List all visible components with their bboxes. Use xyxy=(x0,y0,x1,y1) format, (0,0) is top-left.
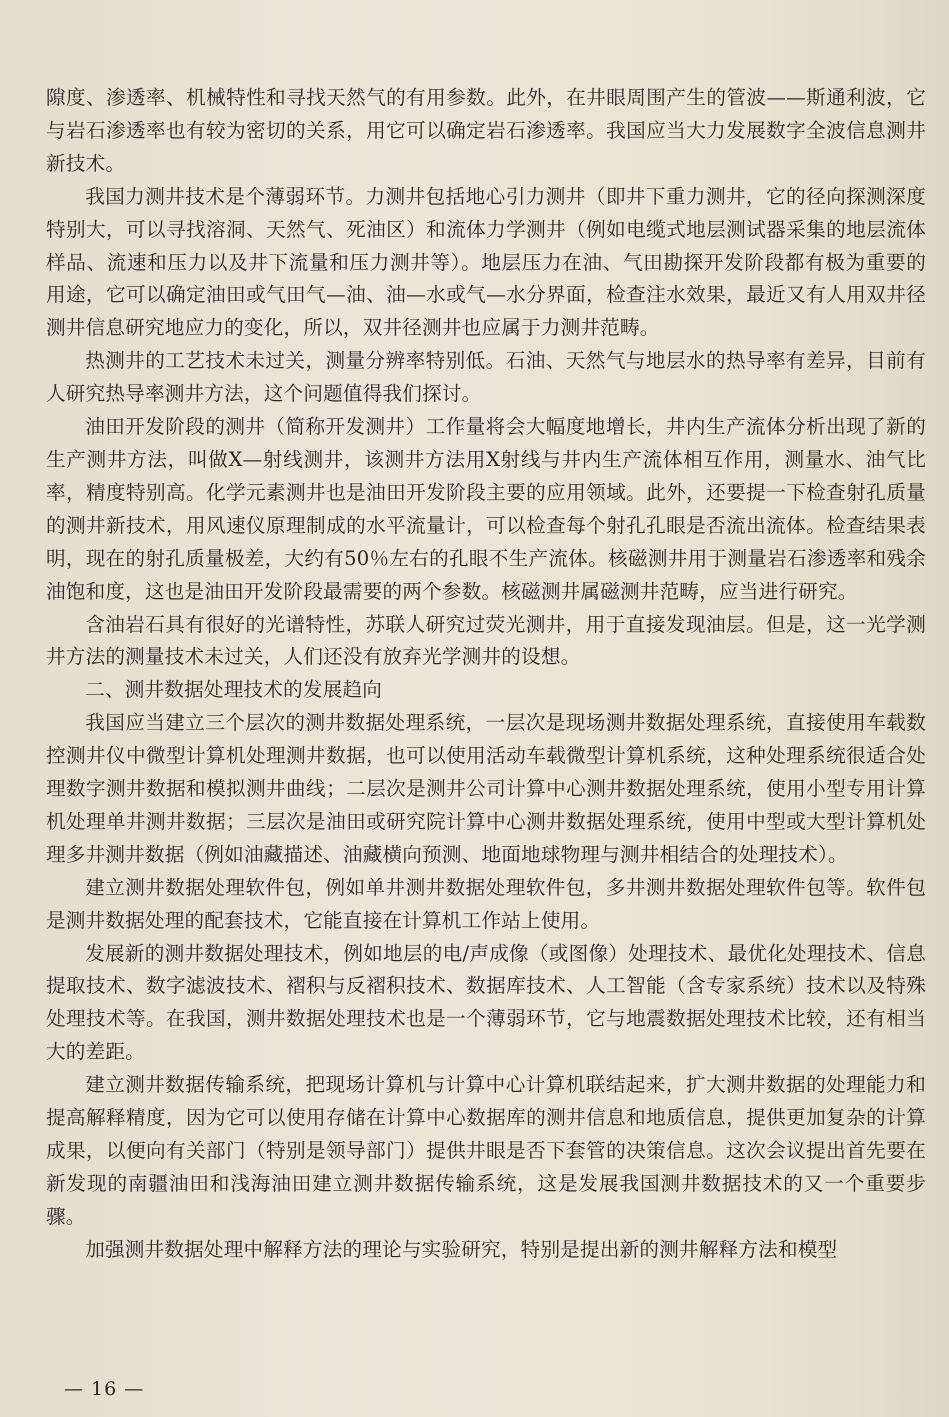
paragraph-3: 热测井的工艺技术未过关，测量分辨率特别低。石油、天然气与地层水的热导率有差异，目前有人研究热导率测井方法，这个问题值得我们探讨。 xyxy=(46,349,926,406)
paragraph-10: 加强测井数据处理中解释方法的理论与实验研究，特别是提出新的测井解释方法和模型 xyxy=(85,1237,838,1261)
paragraph-7: 建立测井数据处理软件包，例如单井测井数据处理软件包，多井测井数据处理软件包等。软件包是测井数据处理的配套技术，它能直接在计算机工作站上使用。 xyxy=(46,875,926,932)
paragraph-2: 我国力测井技术是个薄弱环节。力测井包括地心引力测井（即井下重力测井，它的径向探测深度特别大，可以寻找溶洞、天然气、死油区）和流体力学测井（例如电缆式地层测试器采集的地层流体样品、流速和压力以及井下流量和压力测井等）。地层压力在油、气田勘探开发阶段都有极为重要的用途，它可以确定油田或气田气—油、油—水或气—水分界面，检查注水效果，最近又有人用双井径测井信息研究地应力的变化，所以，双井径测井也应属于力测井范畴。 xyxy=(46,184,926,340)
paragraph-9: 建立测井数据传输系统，把现场计算机与计算中心计算机联结起来，扩大测井数据的处理能力和提高解释精度，因为它可以使用存储在计算中心数据库的测井信息和地质信息，提供更加复杂的计算成果，以便向有关部门（特别是领导部门）提供井眼是否下套管的决策信息。这次会议提出首先要在新发现的南疆油田和浅海油田建立测井数据传输系统，这是发展我国测井数据技术的又一个重要步骤。 xyxy=(46,1073,926,1228)
paragraph-6: 我国应当建立三个层次的测井数据处理系统，一层次是现场测井数据处理系统，直接使用车载数控测井仪中微型计算机处理测井数据，也可以使用活动车载微型计算机系统，这种处理系统很适合处理数字测井数据和模拟测井曲线；二层次是测井公司计算中心测井数据处理系统，使用小型专用计算机处理单井测井数据；三层次是油田或研究院计算中心测井数据处理系统，使用中型或大型计算机处理多井测井数据（例如油藏描述、油藏横向预测、地面地球物理与测井相结合的处理技术）。 xyxy=(46,711,926,866)
page-number: — 16 — xyxy=(64,1378,145,1400)
paragraph-4: 油田开发阶段的测井（简称开发测井）工作量将会大幅度地增长，井内生产流体分析出现了新的生产测井方法，叫做X—射线测井，该测井方法用X射线与井内生产流体相互作用，测量水、油气比率，精度特别高。化学元素测井也是油田开发阶段主要的应用领域。此外，还要提一下检查射孔质量的测井新技术，用风速仪原理制成的水平流量计，可以检查每个射孔孔眼是否流出流体。检查结果表明，现在的射孔质量极差，大约有50％左右的孔眼不生产流体。核磁测井用于测量岩石渗透率和残余油饱和度，这也是油田开发阶段最需要的两个参数。核磁测井属磁测井范畴，应当进行研究。 xyxy=(46,415,926,603)
body-text xyxy=(46,82,926,1267)
section-heading: 二、测井数据处理技术的发展趋向 xyxy=(85,678,383,702)
paragraph-5: 含油岩石具有很好的光谱特性，苏联人研究过荧光测井，用于直接发现油层。但是，这一光学测井方法的测量技术未过关，人们还没有放弃光学测井的设想。 xyxy=(46,612,926,669)
paragraph-1: 隙度、渗透率、机械特性和寻找天然气的有用参数。此外，在井眼周围产生的管波——斯通利波，它与岩石渗透率也有较为密切的关系，用它可以确定岩石渗透率。我国应当大力发展数字全波信息测井新技术。 xyxy=(46,86,926,175)
paragraph-8: 发展新的测井数据处理技术，例如地层的电/声成像（或图像）处理技术、最优化处理技术、信息提取技术、数字滤波技术、褶积与反褶积技术、数据库技术、人工智能（含专家系统）技术以及特殊处理技术等。在我国，测井数据处理技术也是一个薄弱环节，它与地震数据处理技术比较，还有相当大的差距。 xyxy=(46,941,926,1064)
